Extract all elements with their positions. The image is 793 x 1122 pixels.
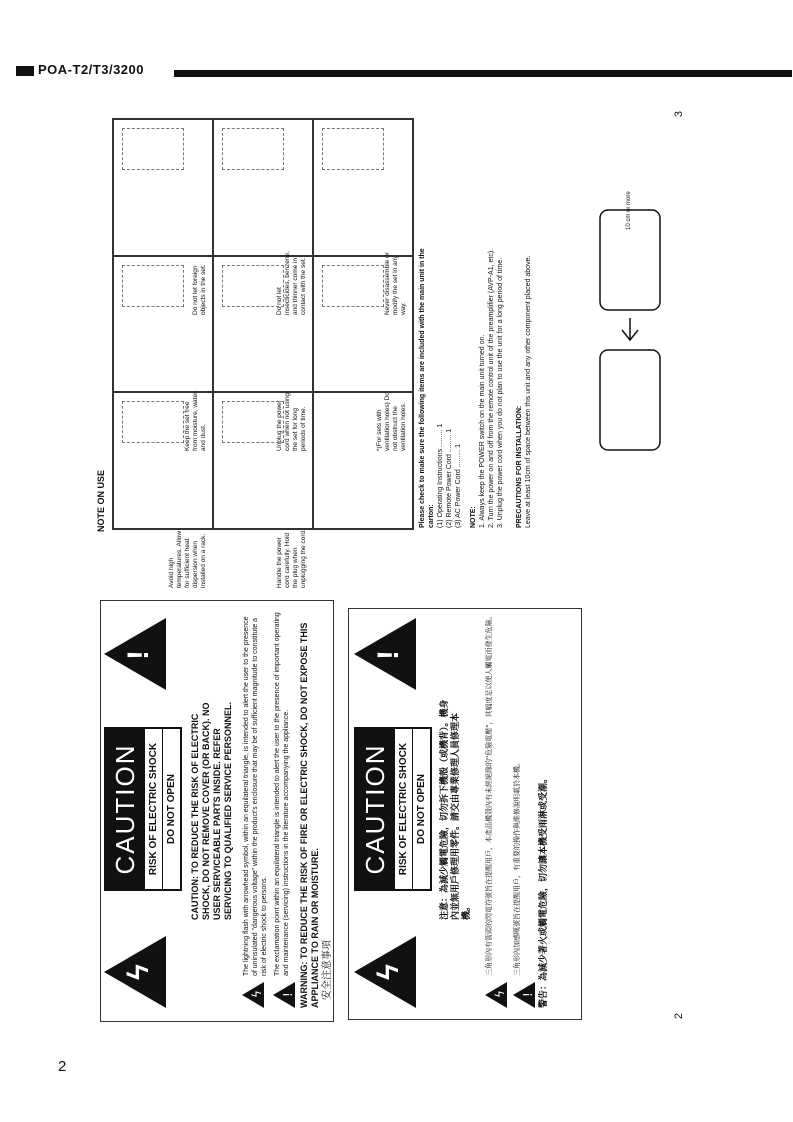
caution-line-2-zh: DO NOT OPEN [412,729,430,889]
note-caption-5: Unplug the power cord when not using the set for long periods of time. [276,393,307,452]
note-on-use-grid [112,118,414,588]
caution-body-zh: 注意：為減少觸電危險，切勿拆下機殼（或機背）。機身內並無用戶修理用零件。請交由專業修理人員修理本機。 [440,699,472,920]
installation-illustration [590,200,680,460]
note-1: 1. Always keep the POWER switch on the main unit turned on. [479,334,486,528]
svg-text:ϟ: ϟ [250,990,264,998]
exclamation-explanation-zh: 三角形內加感嘆號旨在提醒用戶，有重要的操作與維修說明載於本機。 [513,759,521,976]
exclamation-warning-icon-zh: ! [354,618,416,690]
insecticide-illustration [222,128,284,170]
foreign-objects-illustration [122,128,184,170]
check-title: Please check to make sure the following items are included with the main unit in the carton: [419,248,435,528]
note-caption-6: Do not let insecticides, benzene, and thinner come in contact with the set. [276,250,307,315]
power-cord-illustration [222,401,284,443]
install-dimension-label: 10 cm or more [626,191,632,230]
caution-panel-zh [348,600,548,1018]
exclamation-warning-icon: ! [104,618,166,690]
note-caption-3: Do not let foreign objects in the set. [192,264,207,315]
lightning-explanation-zh: 三角形內有箭頭的閃電符號旨在提醒用戶，本產品機殼內有未經絕緣的"危險電壓"，其幅度足以使人觸電而發生危險。 [485,612,493,976]
caution-box-en [104,727,182,891]
note-cell-9 [313,119,413,315]
lower-unit-shape [600,350,660,450]
exclamation-explanation-en: The exclamation point within an equilateral triangle is intended to alert the user to the presence of important operating and maintenance (servicing) instructions in the literature accompanying the appliance. [274,612,290,976]
ventilation-illustration [322,265,384,307]
note-caption-9: Never disassemble or modify the set in any way. [384,251,407,315]
high-temperature-illustration [122,401,184,443]
unplug-illustration [222,265,284,307]
note-cell-6 [213,119,313,315]
section-title-zh: 安全注意事項 [322,940,333,1000]
warning-text-en: WARNING: TO REDUCE THE RISK OF FIRE OR ELECTRIC SHOCK, DO NOT EXPOSE THIS APPLIANCE TO RAIN OR MOISTURE. [299,622,320,1008]
warning-text-zh: 警告：為減少著火或觸電危險，切勿讓本機受雨淋或受潮。 [539,773,549,1008]
svg-text:!: ! [281,992,295,997]
note-label: NOTE: [470,506,477,528]
header-title: POA-T2/T3/3200 [38,62,144,77]
disassemble-illustration [322,128,384,170]
note-caption-2: Keep the set free from moisture, water, and dust. [184,390,207,452]
note-cell-2 [113,256,213,452]
note-caption-8: *(For sets with ventilation holes) Do not obstruct the ventilation holes. [376,392,407,452]
arrow-shape [622,318,638,340]
lightning-explanation-en: The lightning flash with arrowhead symbol, within an equilateral triangle, is intended to alert the user to the presence of uninsulated "dangerous voltage" within the product's enclosure that may be of sufficient magnitude to constitute a risk of electric shock to persons. [243,616,268,976]
exclamation-small-icon-zh [513,982,535,1008]
lightning-small-icon [242,982,264,1008]
note-caption-4: Handle the power cord carefully. Hold the plug when unplugging the cord. [276,529,307,588]
note-cell-5 [213,256,313,452]
note-3: 3. Unplug the power cord when you do not plan to use the unit for a long period of time. [497,257,504,528]
install-title: PRECAUTIONS FOR INSTALLATION: [516,405,523,528]
caution-panel-en [98,600,338,1018]
lightning-warning-icon: ϟ [104,936,166,1008]
note-cell-8 [313,256,413,452]
lightning-small-icon-zh [485,982,507,1008]
page-number-right-rotated: 3 [673,110,686,118]
exclamation-small-icon [273,982,295,1008]
note-cell-7 [313,392,413,529]
note-on-use-title: NOTE ON USE [96,469,106,532]
check-item-2: (2) Remote Power Cord ......... 1 [446,428,453,528]
caution-body-en: CAUTION: TO REDUCE THE RISK OF ELECTRIC SHOCK, DO NOT REMOVE COVER (OR BACK). NO USER SERVICEABLE PARTS INSIDE. REFER SERVICING TO QUALIFIED SERVICE PERSONNEL. [190,701,233,920]
caution-line-2: DO NOT OPEN [162,729,180,889]
header-mark [16,66,34,76]
svg-text:!: ! [521,992,535,997]
caution-box-zh [354,727,432,891]
page-number-left-rotated: 2 [673,1012,686,1020]
instructions-panel [418,228,598,528]
caution-line-1: RISK OF ELECTRIC SHOCK [148,742,159,876]
caution-heading: CAUTION [106,729,145,889]
check-item-1: (1) Operating Instructions ......... 1 [437,423,444,528]
page-number-left: 2 [58,1058,67,1075]
lightning-warning-icon-zh: ϟ [354,936,416,1008]
note-cell-4 [213,392,313,588]
note-cell-3 [113,119,213,315]
caution-heading-zh: CAUTION [356,729,395,889]
svg-text:ϟ: ϟ [493,990,507,998]
moisture-illustration [122,265,184,307]
note-cell-1 [113,392,213,588]
check-item-3: (3) AC Power Cord ......... 1 [455,443,462,528]
note-caption-1: Avoid high temperatures. Allow for sufficient heat dispersion when installed on a rack. [168,530,207,588]
caution-line-1-zh: RISK OF ELECTRIC SHOCK [398,742,409,876]
note-2: 2. Turn the power on and off from the remote control unit of the preamplifier (AVP-A1, etc). [488,248,495,528]
install-text: Leave at least 10cm of space between this unit and any other component placed above. [525,255,532,528]
